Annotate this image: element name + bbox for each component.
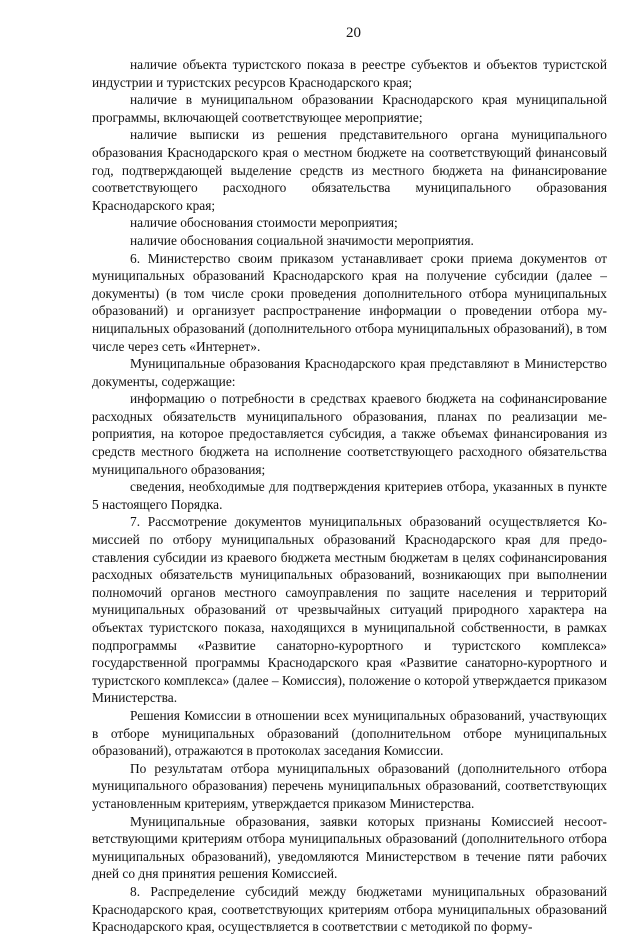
- criterion-budget-decision-extract: наличие выписки из решения представительного органа муниципального образования Краснодарского края о местном бюджете на соответствующий финансовый год, подтверждающей выделение средств из местного бюджета на финансирование соответствующего расходного обязательства муниципального образования Краснодарского края;: [92, 127, 607, 213]
- criterion-social-significance: наличие обоснования социальной значимости мероприятия.: [130, 232, 474, 248]
- document-item-funding-needs: информацию о потребности в средствах краевого бюджета на софинансирование расходных обязательств муниципального образования, планах по реализации мероприятия, на которое предоставляется субсидия, а также объемах финансирования из средств местного бюджета на исполнение соответствующего расходного обязательства муниципального образования;: [92, 391, 607, 477]
- clause-8-subsidy-distribution: 8. Распределение субсидий между бюджетами муниципальных образований Краснодарского края, соответствующих критериям отбора муниципальных образований Краснодарского края, осуществляется в соответствии с методикой по форму-: [92, 883, 607, 935]
- rejection-notification: Муниципальные образования, заявки которых признаны Комиссией несоответствующими критериям отбора муниципальных образований (дополнительного отбора муниципальных образований), уведомляются Министерством в течение пяти рабочих дней со дня принятия решения Комиссией.: [92, 813, 607, 882]
- criterion-tourist-object-registry: наличие объекта туристского показа в реестре субъектов и объектов туристской индустрии и туристских ресурсов Краснодарского края;: [92, 57, 607, 90]
- commission-decisions: Решения Комиссии в отношении всех муниципальных образований, участвующих в отборе муниципальных образований (дополнительном отборе муниципальных образований), отражаются в протоколах заседания Комиссии.: [92, 707, 607, 759]
- document-item-criteria-info: сведения, необходимые для подтверждения критериев отбора, указанных в пункте 5 настоящего Порядка.: [92, 479, 607, 512]
- criterion-municipal-program: наличие в муниципальном образовании Краснодарского края муниципальной программы, включающей соответствующее мероприятие;: [92, 92, 607, 125]
- page-number: 20: [346, 25, 361, 41]
- selection-results: По результатам отбора муниципальных образований (дополнительного отбора муниципального образования) перечень муниципальных образований, соответствующих установленным критериям, утверждается приказом Министерства.: [92, 760, 607, 811]
- clause-6-document-deadlines: 6. Министерство своим приказом устанавливает сроки приема документов от муниципальных образований Краснодарского края на получение субсидии (далее – документы) (в том числе сроки проведения дополнительного отбора муниципальных образований) и организует распространение информации о проведении отбора муниципальных образований (дополнительного отбора муниципальных образований), в том числе через сеть «Интернет».: [92, 250, 607, 354]
- clause-7-commission-review: 7. Рассмотрение документов муниципальных образований осуществляется Комиссией по отбору муниципальных образований Краснодарского края для предоставления субсидии из краевого бюджета местным бюджетам в целях софинансирования расходных обязательств муниципальных образований, возникающих при выполнении полномочий органов местного самоуправления по защите населения и территорий муниципальных образований от чрезвычайных ситуаций природного характера на объектах туристского показа, находящихся в муниципальной собственности, в рамках подпрограммы «Развитие санаторно-курортного и туристского комплекса» государственной программы Краснодарского края «Развитие санаторно-курортного и туристского комплекса» (далее – Комиссия), положение о которой утверждается приказом Министерства.: [92, 514, 607, 706]
- criterion-cost-justification: наличие обоснования стоимости мероприятия;: [130, 215, 398, 231]
- municipal-documents-intro: Муниципальные образования Краснодарского края представляют в Министерство документы, содержащие:: [92, 356, 607, 389]
